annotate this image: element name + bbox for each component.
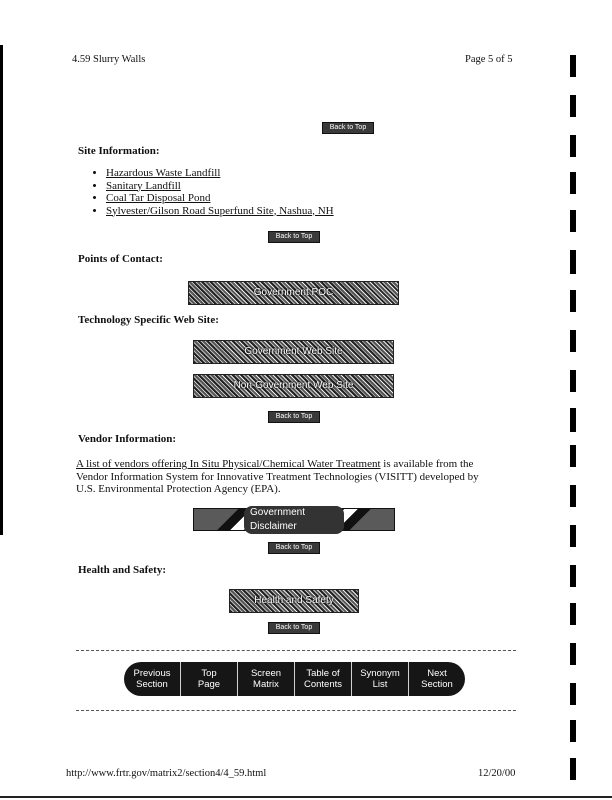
scan-margin-mark: [570, 172, 576, 194]
next-section-button[interactable]: Next Section: [421, 668, 453, 690]
scan-edge: [0, 796, 612, 798]
synonym-list-button[interactable]: Synonym List: [352, 662, 409, 696]
page-number: Page 5 of 5: [465, 54, 513, 65]
government-disclaimer-button[interactable]: [193, 508, 395, 531]
site-list-item[interactable]: • Coal Tar Disposal Pond: [106, 192, 334, 205]
scan-margin-mark: [570, 485, 576, 507]
scan-margin-mark: [570, 330, 576, 352]
back-to-top-button[interactable]: Back to Top: [268, 411, 320, 423]
scan-margin-mark: [570, 758, 576, 780]
vendor-paragraph: [76, 458, 496, 496]
site-list: [88, 167, 334, 217]
tech-web-site-heading: Technology Specific Web Site:: [78, 314, 219, 326]
health-safety-heading: Health and Safety:: [78, 564, 166, 576]
divider: [76, 710, 516, 711]
scan-margin-mark: [570, 370, 576, 392]
screen-matrix-button[interactable]: Screen Matrix: [238, 662, 295, 696]
previous-section-button[interactable]: Previous Section: [124, 662, 181, 696]
scan-margin-mark: [570, 525, 576, 547]
divider: [76, 650, 516, 651]
non-government-web-site-button[interactable]: Non-Government Web Site: [193, 374, 394, 398]
site-list-item[interactable]: • Hazardous Waste Landfill: [106, 167, 334, 180]
health-safety-button[interactable]: Health and Safety: [229, 589, 359, 613]
government-web-site-button[interactable]: Government Web Site: [193, 340, 394, 364]
back-to-top-button[interactable]: Back to Top: [268, 231, 320, 243]
scan-margin-mark: [570, 210, 576, 232]
page-url: http://www.frtr.gov/matrix2/section4/4_59.html: [66, 768, 267, 779]
government-disclaimer-label: Government Disclaimer: [244, 506, 344, 534]
scan-margin-mark: [570, 290, 576, 312]
scan-margin-mark: [570, 643, 576, 665]
top-page-button[interactable]: Top Page: [181, 662, 238, 696]
scan-margin-mark: [570, 408, 576, 432]
table-of-contents-button[interactable]: Table of Contents: [295, 662, 352, 696]
site-info-heading: Site Information:: [78, 145, 160, 157]
government-poc-button[interactable]: Government POC: [188, 281, 399, 305]
page-title: 4.59 Slurry Walls: [72, 54, 146, 65]
scan-margin-mark: [570, 250, 576, 274]
print-date: 12/20/00: [478, 768, 516, 779]
back-to-top-button[interactable]: Back to Top: [322, 122, 374, 134]
scan-margin-mark: [570, 720, 576, 742]
site-list-item[interactable]: • Sanitary Landfill: [106, 180, 334, 193]
scan-margin-mark: [570, 95, 576, 117]
back-to-top-button[interactable]: Back to Top: [268, 542, 320, 554]
vendor-info-heading: Vendor Information:: [78, 433, 177, 445]
section-nav-bar: [124, 662, 465, 696]
back-to-top-button[interactable]: Back to Top: [268, 622, 320, 634]
scan-margin-mark: [570, 55, 576, 77]
scan-margin-mark: [570, 445, 576, 467]
vendor-list-link[interactable]: A list of vendors offering In Situ Physical/Chemical Water Treatment: [76, 458, 381, 470]
scan-edge: [0, 45, 3, 535]
scan-margin-mark: [570, 683, 576, 705]
site-list-item[interactable]: • Sylvester/Gilson Road Superfund Site, Nashua, NH: [106, 205, 334, 218]
vendor-paragraph-text: is available from the Vendor Information System for Innovative Treatment Technologies (VISITT) developed by U.S. Environmental Protection Agency (EPA).: [76, 458, 479, 495]
scan-margin-mark: [570, 135, 576, 157]
scan-margin-mark: [570, 603, 576, 625]
points-of-contact-heading: Points of Contact:: [78, 253, 163, 265]
scan-margin-mark: [570, 565, 576, 587]
